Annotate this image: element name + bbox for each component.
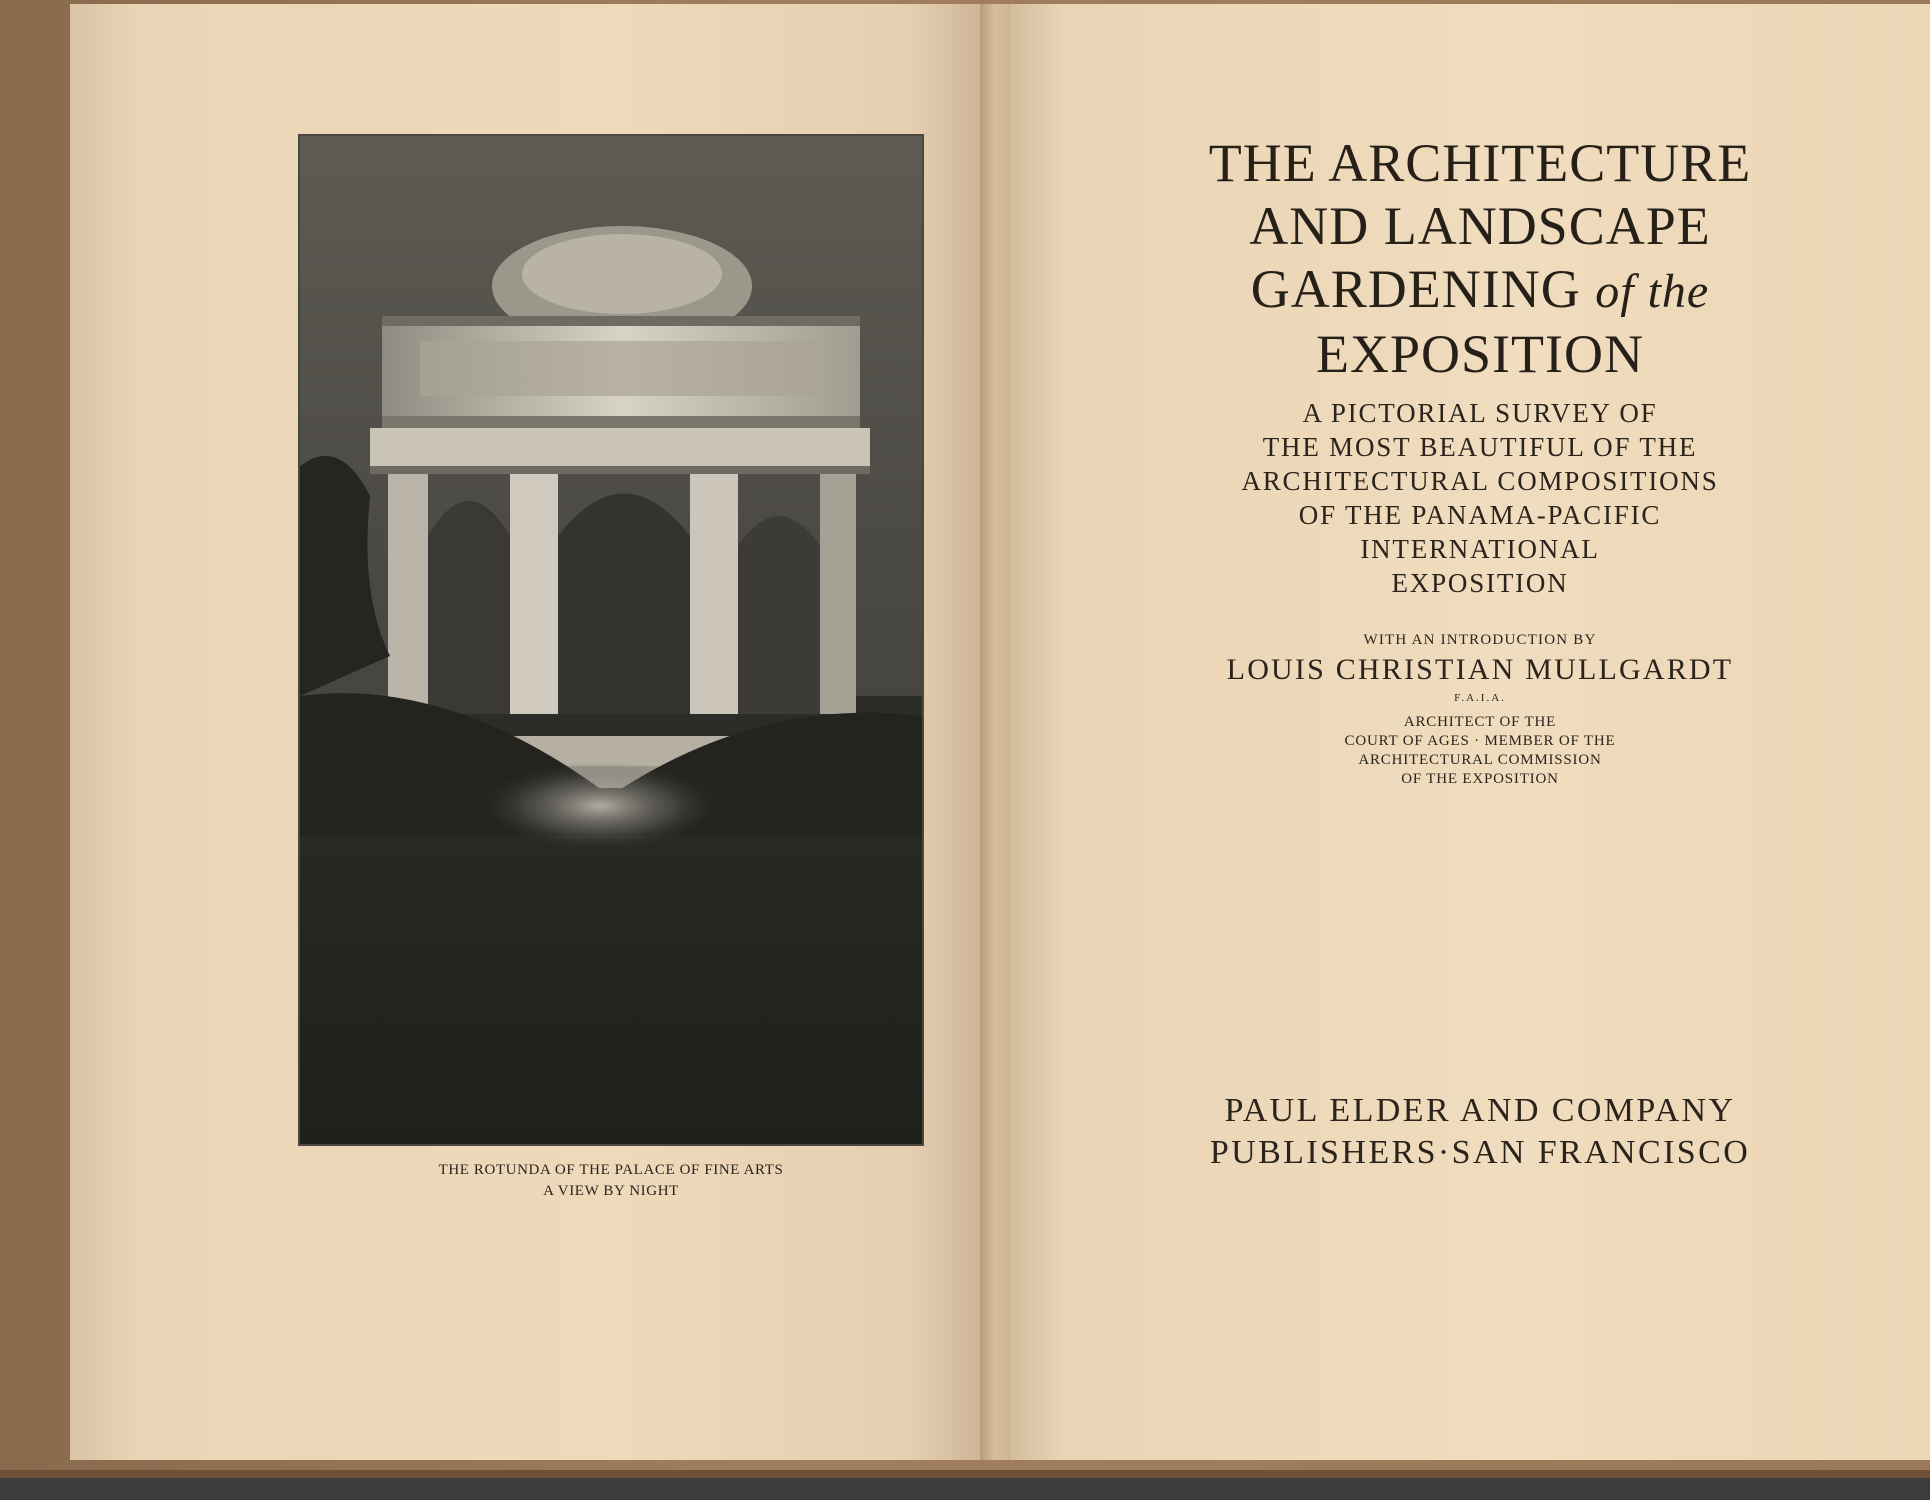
- book-title: [1080, 132, 1880, 386]
- author-credits: [1080, 713, 1880, 789]
- book-gutter: [980, 4, 1014, 1460]
- title-line-3-italic: of the: [1595, 265, 1710, 318]
- credit-line-1: ARCHITECT OF THE: [1403, 714, 1557, 730]
- caption-line-1: THE ROTUNDA OF THE PALACE OF FINE ARTS: [438, 1162, 784, 1178]
- credit-line-4: OF THE EXPOSITION: [1401, 771, 1559, 787]
- subtitle-line-3: ARCHITECTURAL COMPOSITIONS: [1241, 466, 1719, 496]
- author-name: LOUIS CHRISTIAN MULLGARDT: [1226, 653, 1734, 686]
- introduction-label: WITH AN INTRODUCTION BY: [1363, 632, 1597, 648]
- publisher-line-2: PUBLISHERS·SAN FRANCISCO: [1209, 1134, 1751, 1171]
- title-line-3: [1080, 258, 1880, 323]
- subtitle-line-6: EXPOSITION: [1391, 568, 1569, 598]
- publisher-imprint: [1080, 1090, 1880, 1174]
- subtitle-line-2: THE MOST BEAUTIFUL OF THE: [1262, 432, 1698, 462]
- subtitle-line-4: OF THE PANAMA-PACIFIC: [1298, 500, 1662, 530]
- frontispiece-caption: [300, 1160, 922, 1202]
- publisher-line-1: PAUL ELDER AND COMPANY: [1224, 1092, 1736, 1129]
- subtitle-line-1: A PICTORIAL SURVEY OF: [1302, 398, 1658, 428]
- book-subtitle: [1080, 396, 1880, 600]
- title-line-3-main: GARDENING: [1250, 259, 1581, 319]
- subtitle-line-5: INTERNATIONAL: [1360, 534, 1600, 564]
- title-line-2: AND LANDSCAPE: [1249, 196, 1711, 256]
- credit-line-2: COURT OF AGES · MEMBER OF THE: [1344, 733, 1616, 749]
- title-line-1: THE ARCHITECTURE: [1208, 133, 1752, 193]
- caption-line-2: A VIEW BY NIGHT: [543, 1183, 679, 1199]
- frontispiece-photograph: [300, 136, 922, 1144]
- title-line-4: EXPOSITION: [1316, 324, 1644, 384]
- author-degree: F.A.I.A.: [1454, 692, 1506, 704]
- credit-line-3: ARCHITECTURAL COMMISSION: [1358, 752, 1602, 768]
- rotunda-photo-illustration: [300, 136, 922, 1144]
